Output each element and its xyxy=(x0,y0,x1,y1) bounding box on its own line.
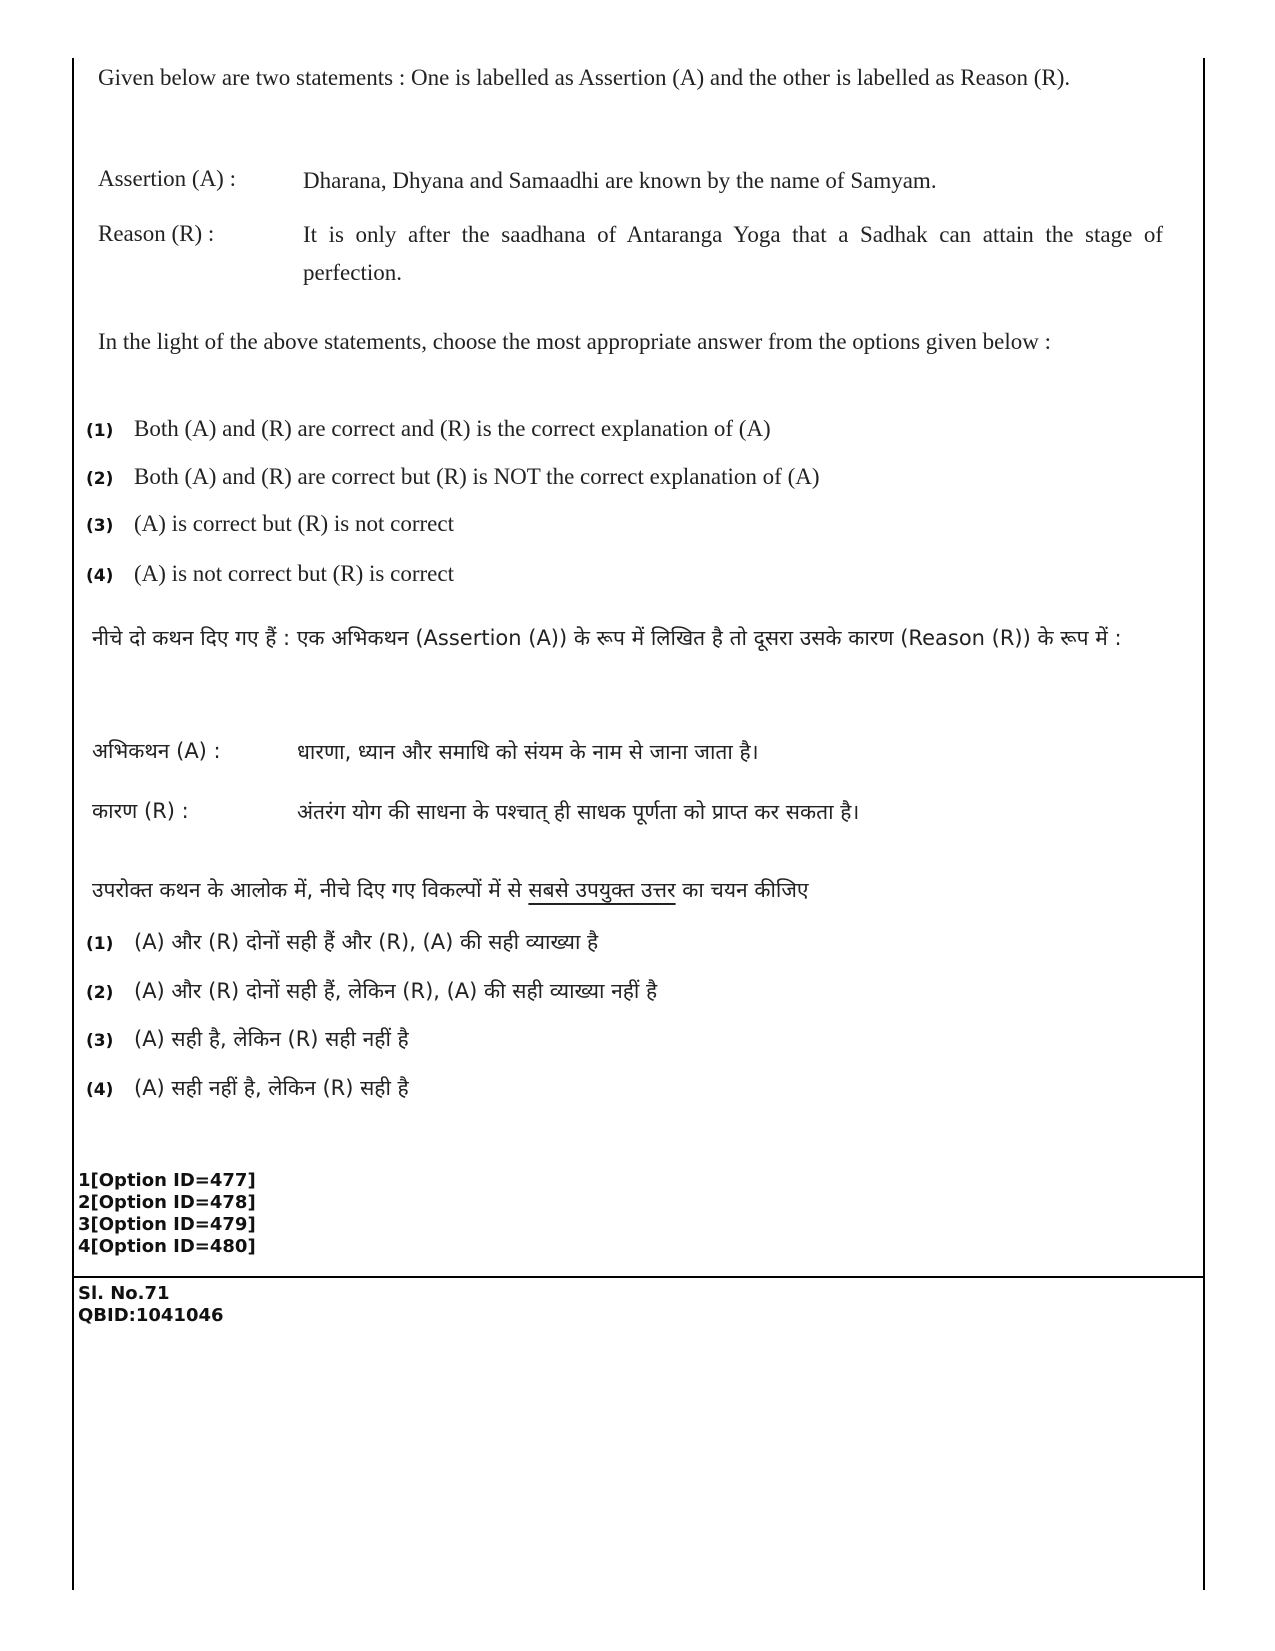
option-text: (A) सही नहीं है, लेकिन (R) सही है xyxy=(134,1076,409,1100)
serial-number: Sl. No.71 xyxy=(78,1283,170,1304)
option-number: (4) xyxy=(86,1080,114,1100)
english-assertion-text: Dharana, Dhyana and Samaadhi are known by the name of Samyam. xyxy=(303,168,937,193)
hindi-assertion-label: अभिकथन (A) : xyxy=(92,739,221,763)
option-id-3: 3[Option ID=479] xyxy=(78,1214,256,1235)
next-question-header xyxy=(78,1283,224,1327)
english-instruction: In the light of the above statements, choose the most appropriate answer from the options given below : xyxy=(98,329,1051,354)
hindi-intro: नीचे दो कथन दिए गए हैं : एक अभिकथन (Assertion (A)) के रूप में लिखित है तो दूसरा उसके कारण (Reason (R)) के रूप में : xyxy=(92,626,1122,650)
option-id-2: 2[Option ID=478] xyxy=(78,1192,256,1213)
english-reason-text: It is only after the saadhana of Antaranga Yoga that a Sadhak can attain the stage of perfection. xyxy=(303,222,1163,285)
option-number: (1) xyxy=(86,934,114,954)
option-text: (A) और (R) दोनों सही हैं, लेकिन (R), (A) की सही व्याख्या नहीं है xyxy=(134,979,658,1003)
option-text: (A) और (R) दोनों सही हैं और (R), (A) की सही व्याख्या है xyxy=(134,930,599,954)
hindi-option-3 xyxy=(86,1025,409,1053)
english-reason-label: Reason (R) : xyxy=(98,221,215,246)
english-option-3 xyxy=(86,511,454,537)
english-assertion-label: Assertion (A) : xyxy=(98,166,236,191)
right-border xyxy=(1203,58,1205,1590)
option-number: (4) xyxy=(86,566,114,586)
hindi-assertion-text: धारणा, ध्यान और समाधि को संयम के नाम से जाना जाता है। xyxy=(297,740,759,764)
option-number: (1) xyxy=(86,421,114,441)
hindi-reason-text: अंतरंग योग की साधना के पश्चात् ही साधक पूर्णता को प्राप्त कर सकता है। xyxy=(297,800,860,824)
option-number: (3) xyxy=(86,1031,114,1051)
english-option-4 xyxy=(86,561,454,587)
hindi-instruction-underlined: सबसे उपयुक्त उत्तर xyxy=(528,878,676,902)
option-number: (3) xyxy=(86,516,114,536)
hindi-instruction-after: का चयन कीजिए xyxy=(675,878,809,902)
option-text: Both (A) and (R) are correct and (R) is the correct explanation of (A) xyxy=(134,416,771,441)
option-id-list xyxy=(78,1170,256,1258)
option-text: (A) सही है, लेकिन (R) सही नहीं है xyxy=(134,1027,409,1051)
option-text: (A) is not correct but (R) is correct xyxy=(134,561,454,586)
hindi-instruction xyxy=(92,870,1163,910)
option-id-1: 1[Option ID=477] xyxy=(78,1170,256,1191)
left-border xyxy=(72,58,74,1590)
english-intro: Given below are two statements : One is labelled as Assertion (A) and the other is labelled as Reason (R). xyxy=(98,65,1071,90)
option-number: (2) xyxy=(86,983,114,1003)
english-option-1 xyxy=(86,416,771,442)
option-text: (A) is correct but (R) is not correct xyxy=(134,511,454,536)
option-number: (2) xyxy=(86,469,114,489)
hindi-option-4 xyxy=(86,1074,409,1102)
option-text: Both (A) and (R) are correct but (R) is NOT the correct explanation of (A) xyxy=(134,464,820,489)
hindi-option-2 xyxy=(86,977,657,1005)
qbid: QBID:1041046 xyxy=(78,1305,224,1326)
question-divider xyxy=(72,1276,1205,1278)
hindi-reason-label: कारण (R) : xyxy=(92,799,189,823)
hindi-option-1 xyxy=(86,928,598,956)
option-id-4: 4[Option ID=480] xyxy=(78,1236,256,1257)
english-option-2 xyxy=(86,464,820,490)
hindi-instruction-before: उपरोक्त कथन के आलोक में, नीचे दिए गए विकल्पों में से xyxy=(92,878,529,902)
